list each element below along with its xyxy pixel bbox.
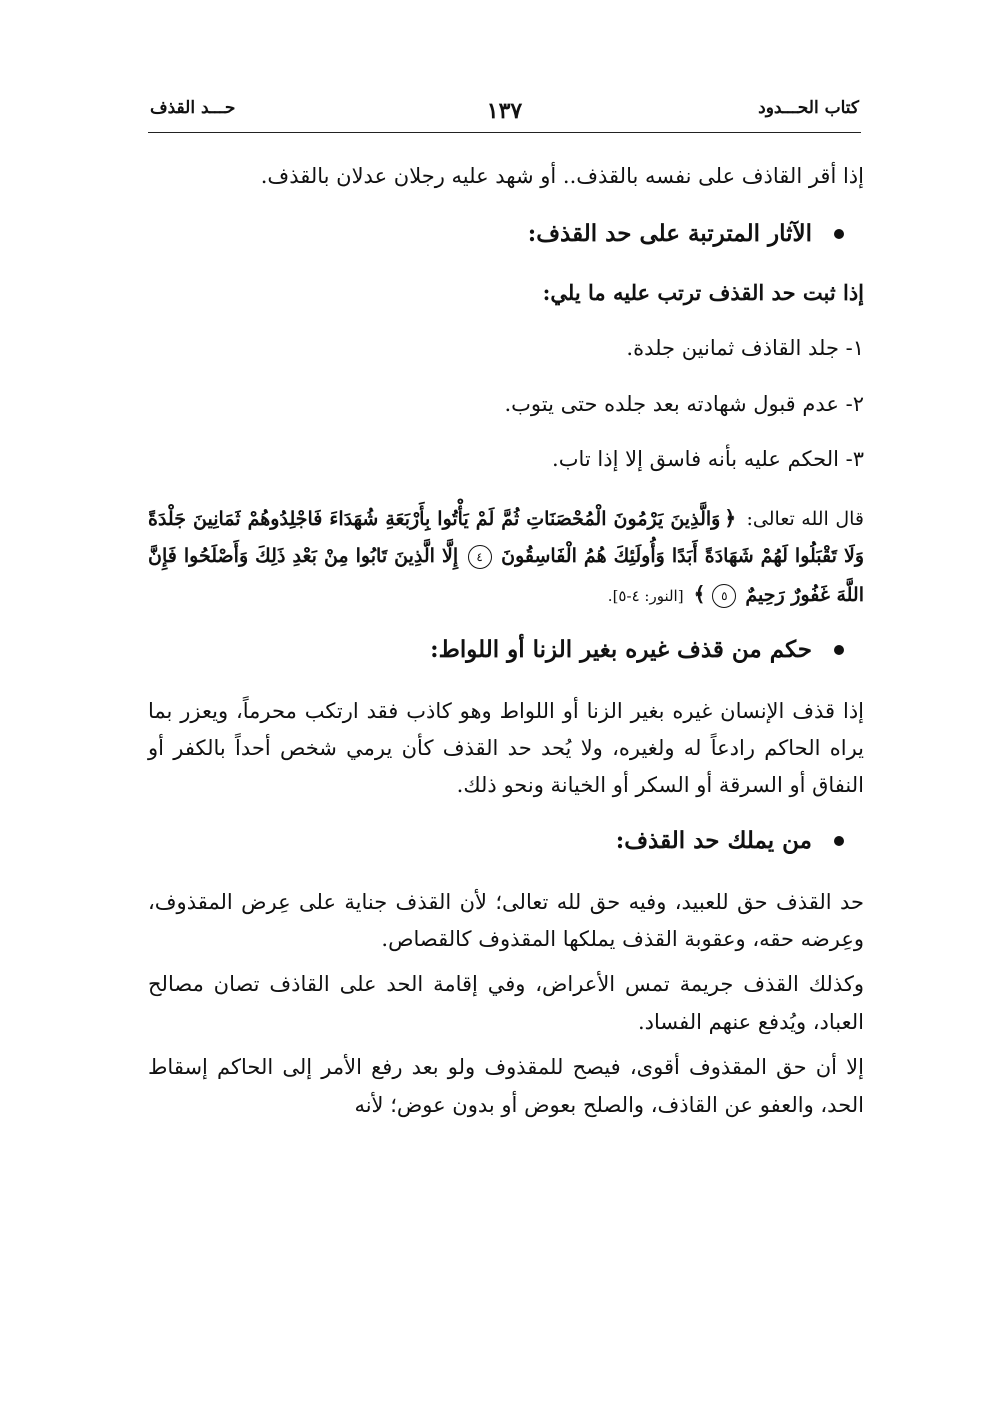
ownership-paragraph-3: إلا أن حق المقذوف أقوى، فيصح للمقذوف ولو بعد رفع الأمر إلى الحاكم إسقاط الحد، والعفو عن القاذف، والصلح بعوض أو بدون عوض؛ لأنه (148, 1055, 864, 1117)
quran-verse-4: وَالَّذِينَ يَرْمُونَ الْمُحْصَنَاتِ ثُمَّ لَمْ يَأْتُوا بِأَرْبَعَةِ شُهَدَاءَ فَاجْلِدُوهُمْ ثَمَانِينَ جَلْدَةً وَلَا تَقْبَلُوا لَهُمْ شَهَادَةً أَبَدًا وَأُولَئِكَ هُمُ الْفَاسِقُونَ (148, 507, 865, 567)
other-accusation-paragraph: إذا قذف الإنسان غيره بغير الزنا أو اللواط وهو كاذب فقد ارتكب محرماً، ويعزر بما يراه الحاكم رادعاً له ولغيره، ولا يُحد حد القذف كأن يرمي شخص أحداً بالكفر أو النفاق أو السرقة أو السكر أو الخيانة ونحو ذلك. (148, 698, 864, 798)
section-heading-other-accusation (148, 632, 864, 669)
header-chapter-title: حـــد القذف (150, 98, 236, 118)
page-content (148, 160, 864, 1132)
bullet-icon (834, 645, 844, 655)
quran-verse-5: إِلَّا الَّذِينَ تَابُوا مِنْ بَعْدِ ذَلِكَ وَأَصْلَحُوا فَإِنَّ اللَّهَ غَفُورٌ رَحِيمٌ (148, 544, 864, 606)
quran-quote (148, 499, 864, 614)
ownership-paragraph-1: حد القذف حق للعبيد، وفيه حق لله تعالى؛ لأن القذف جناية على عِرض المقذوف، وعِرضه حقه، وعقوبة القذف يملكها المقذوف كالقصاص. (148, 889, 864, 951)
header-book-title: كتاب الحـــدود (758, 98, 859, 118)
section-heading-text: حكم من قذف غيره بغير الزنا أو اللواط: (430, 635, 812, 663)
page-header (148, 96, 861, 133)
list-item: ٣- الحكم عليه بأنه فاسق إلا إذا تاب. (552, 447, 864, 472)
list-item: ١- جلد القاذف ثمانين جلدة. (626, 335, 864, 360)
header-page-number: ١٣٧ (486, 98, 523, 124)
section-heading-effects (148, 216, 864, 253)
opening-line: إذا أقر القاذف على نفسه بالقذف.. أو شهد عليه رجلان عدلان بالقذف. (260, 164, 864, 188)
ayah-number-marker: ٤ (468, 545, 492, 569)
quran-intro: قال الله تعالى: (746, 507, 864, 530)
section-heading-who-owns (148, 823, 864, 860)
bullet-icon (834, 836, 844, 846)
bullet-icon (834, 229, 844, 239)
quran-reference: [النور: ٤-٥]. (607, 586, 684, 605)
section-heading-text: من يملك حد القذف: (615, 826, 812, 854)
ownership-paragraph-2: وكذلك القذف جريمة تمس الأعراض، وفي إقامة الحد على القاذف تصان مصالح العباد، ويُدفع عنهم الفساد. (148, 972, 864, 1034)
section-heading-text: الآثار المترتبة على حد القذف: (527, 219, 812, 247)
quran-open-bracket: ﴿ (724, 505, 737, 530)
effects-intro: إذا ثبت حد القذف ترتب عليه ما يلي: (542, 280, 864, 306)
list-item: ٢- عدم قبول شهادته بعد جلده حتى يتوب. (504, 391, 864, 416)
quran-close-bracket: ﴾ (693, 581, 706, 606)
ayah-number-marker: ٥ (712, 584, 736, 608)
